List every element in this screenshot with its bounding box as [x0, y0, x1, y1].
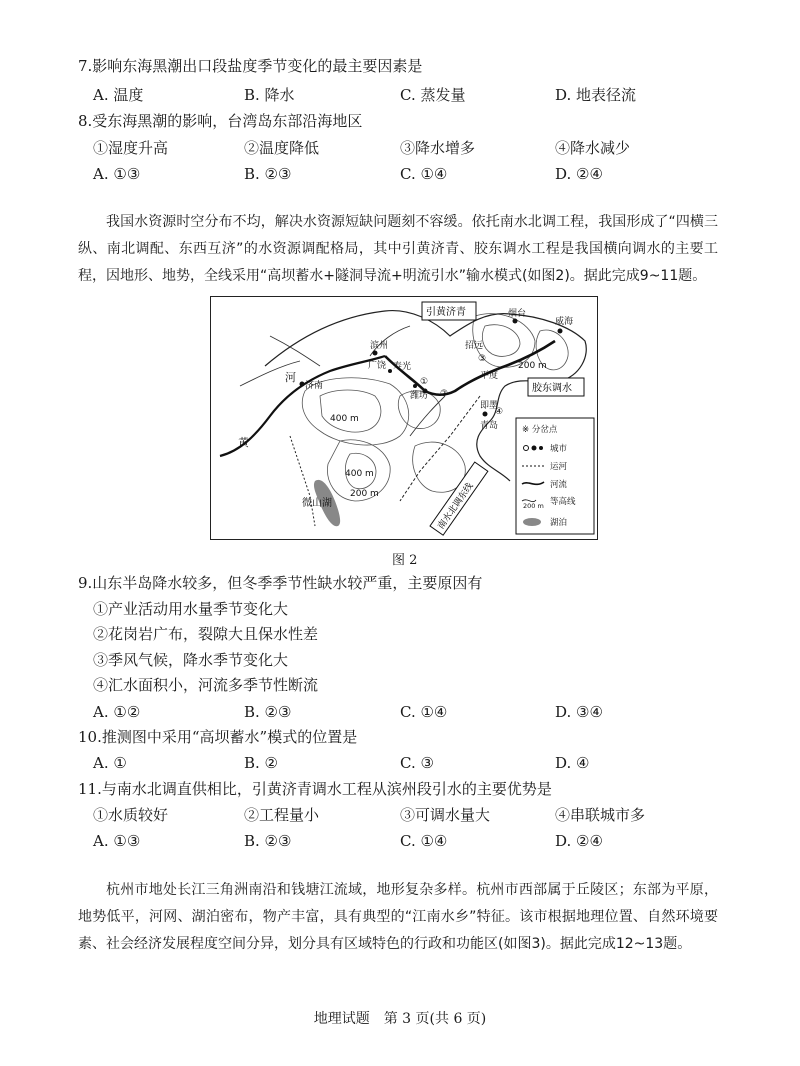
- q7-stem: 7.影响东海黑潮出口段盐度季节变化的最主要因素是: [78, 57, 423, 75]
- map-point-4: ④: [495, 407, 504, 417]
- q9-item-2: ②花岗岩广布，裂隙大且保水性差: [93, 625, 319, 643]
- q8-stem: 8.受东海黑潮的影响，台湾岛东部沿海地区: [78, 112, 363, 130]
- map-label-weihai: 威海: [555, 317, 574, 327]
- map-label-jimo: 即墨: [480, 401, 499, 411]
- q8-item-2: ②温度降低: [244, 139, 320, 157]
- page-footer: 地理试题 第 3 页(共 6 页): [313, 1011, 487, 1027]
- q8-item-1: ①湿度升高: [93, 139, 169, 157]
- map-label-weishan-lake: 微山湖: [302, 498, 332, 509]
- legend-title: ※ 分岔点: [522, 425, 558, 435]
- q11-option-d: D. ②④: [555, 832, 603, 850]
- q8-item-4: ④降水减少: [555, 139, 631, 157]
- map-label-guangrao: 广饶: [368, 361, 387, 371]
- map-label-river-2: 河: [285, 371, 296, 384]
- map-label-contour-1: 400 m: [330, 414, 359, 424]
- legend-lake: 湖泊: [550, 518, 568, 528]
- map-point-3: ③: [478, 354, 487, 364]
- map-point-1: ①: [420, 377, 429, 387]
- q10-option-d: D. ④: [555, 754, 590, 772]
- q9-option-c: C. ①④: [400, 703, 448, 721]
- q7-option-c: C. 蒸发量: [400, 86, 466, 104]
- q11-item-1: ①水质较好: [93, 806, 169, 824]
- map-legend: [516, 418, 594, 534]
- map-label-contour-3: 200 m: [350, 489, 379, 499]
- q8-option-b: B. ②③: [244, 165, 292, 183]
- q7-option-a: A. 温度: [93, 86, 144, 104]
- q11-option-b: B. ②③: [244, 832, 292, 850]
- q9-option-a: A. ①②: [93, 703, 141, 721]
- passage-2-text: 杭州市地处长江三角洲南沿和钱塘江流域，地形复杂多样。杭州市西部属于丘陵区；东部为平原，地势低平，河网、湖泊密布，物产丰富，具有典型的“江南水乡”特征。该市根据地理位置、自然环境要素、社会经济发展程度空间分异，划分具有区域特色的行政和功能区(如图3)。据此完成12~13题。: [78, 882, 718, 952]
- q9-item-4: ④汇水面积小，河流多季节性断流: [93, 676, 319, 694]
- q8-option-d: D. ②④: [555, 165, 603, 183]
- box-yinhuang-label: 引黄济青: [426, 307, 466, 318]
- map-label-binzhou: 滨州: [370, 341, 389, 351]
- q11-item-2: ②工程量小: [244, 806, 320, 824]
- map-label-weifang: 潍坊: [410, 391, 429, 401]
- figure-2-caption: 图 2: [392, 553, 418, 568]
- q11-item-4: ④串联城市多: [555, 806, 646, 824]
- q11-item-3: ③可调水量大: [400, 806, 491, 824]
- q8-option-a: A. ①③: [93, 165, 141, 183]
- box-jiaodong-label: 胶东调水: [532, 383, 572, 394]
- q9-stem: 9.山东半岛降水较多，但冬季季节性缺水较严重，主要原因有: [78, 574, 483, 592]
- q10-stem: 10.推测图中采用“高坝蓄水”模式的位置是: [78, 728, 358, 746]
- q9-item-1: ①产业活动用水量季节变化大: [93, 600, 289, 618]
- legend-canal: 运河: [550, 462, 568, 472]
- q11-stem: 11.与南水北调直供相比，引黄济青调水工程从滨州段引水的主要优势是: [78, 780, 552, 798]
- q10-option-b: B. ②: [244, 754, 279, 772]
- legend-river: 河流: [550, 480, 568, 490]
- q9-option-d: D. ③④: [555, 703, 603, 721]
- map-label-jinan: 济南: [305, 381, 324, 391]
- q9-option-b: B. ②③: [244, 703, 292, 721]
- q11-option-c: C. ①④: [400, 832, 448, 850]
- map-point-2: ②: [440, 389, 449, 399]
- map-label-zhaoyuan: 招远: [465, 341, 484, 351]
- q10-option-a: A. ①: [93, 754, 127, 772]
- legend-contour-mark: 200 m: [523, 502, 544, 510]
- map-label-contour-4: 200 m: [518, 361, 547, 371]
- map-label-yantai: 烟台: [508, 309, 527, 319]
- figure-2-map: [210, 296, 598, 540]
- map-label-river: 黄: [238, 436, 249, 449]
- map-label-contour-2: 400 m: [345, 469, 374, 479]
- q10-option-c: C. ③: [400, 754, 434, 772]
- q11-option-a: A. ①③: [93, 832, 141, 850]
- passage-1: [78, 209, 718, 290]
- q8-item-3: ③降水增多: [400, 139, 476, 157]
- q7-option-d: D. 地表径流: [555, 86, 637, 104]
- map-label-qingdao: 青岛: [480, 421, 499, 431]
- map-label-pingdu: 平度: [480, 371, 499, 381]
- box-nanshui-label: 南水北调东线: [436, 481, 476, 532]
- q8-option-c: C. ①④: [400, 165, 448, 183]
- map-label-shouguang: 寿光: [393, 362, 412, 372]
- passage-2: [78, 877, 718, 958]
- q9-item-3: ③季风气候，降水季节变化大: [93, 651, 289, 669]
- q7-option-b: B. 降水: [244, 86, 295, 104]
- passage-1-text: 我国水资源时空分布不均，解决水资源短缺问题刻不容缓。依托南水北调工程，我国形成了“四横三纵、南北调配、东西互济”的水资源调配格局，其中引黄济青、胶东调水工程是我国横向调水的主要工程，因地形、地势，全线采用“高坝蓄水+隧洞导流+明流引水”输水模式(如图2)。据此完成9~11题。: [78, 214, 718, 284]
- legend-contour: 等高线: [550, 497, 576, 507]
- legend-city: 城市: [550, 444, 568, 454]
